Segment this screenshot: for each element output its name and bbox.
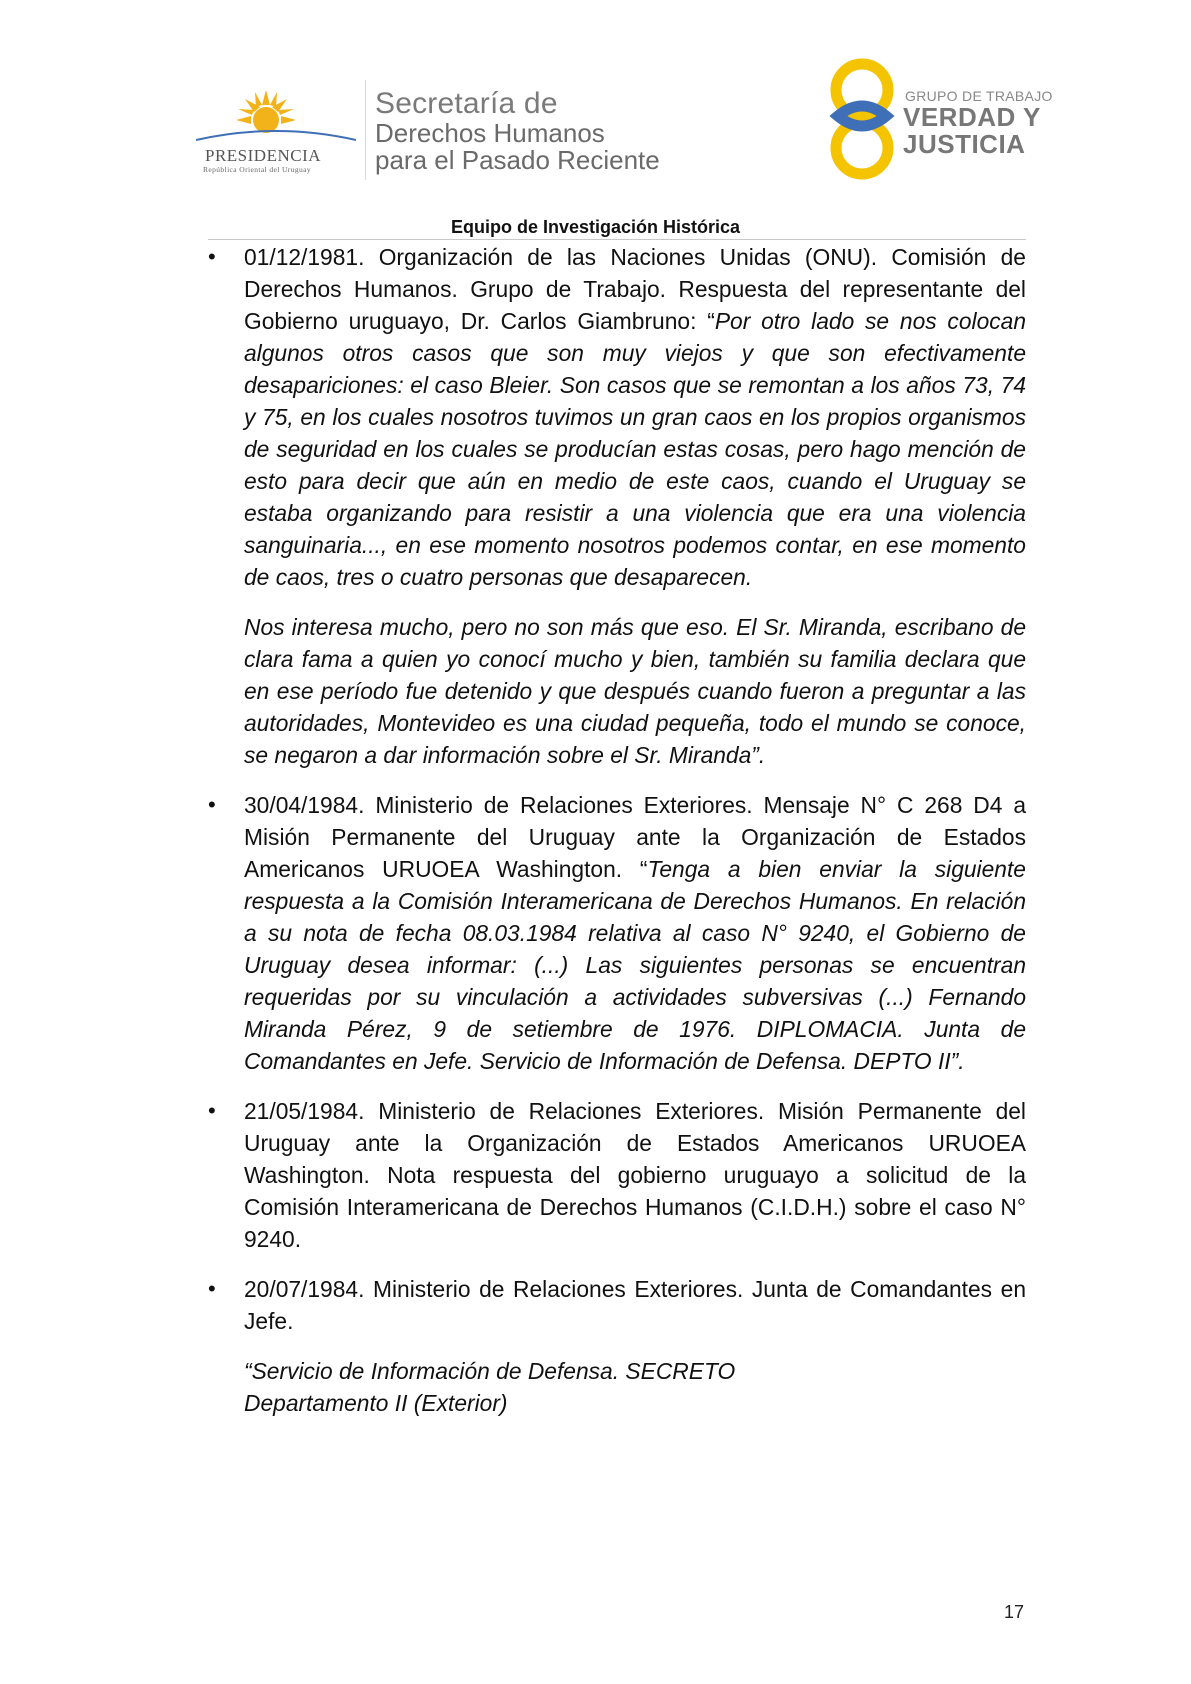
entry-normal-text: 21/05/1984. Ministerio de Relaciones Exteriores. Misión Permanente del Uruguay ante la Organización de Estados Americanos URUOEA Washington. Nota respuesta del gobierno uruguayo a solicitud de la Comisión Interamericana de Derechos Humanos (C.I.D.H.) sobre el caso N° 9240.: [244, 1098, 1026, 1252]
secretaria-line-2: Derechos Humanos: [375, 118, 605, 148]
verdad-justicia-emblem: [818, 56, 906, 180]
entry-normal-text: 01/12/1981. Organización de las Naciones Unidas (ONU). Comisión de Derechos Humanos. Grupo de Trabajo. Respuesta del representante del Gobierno uruguayo, Dr. Carlos Giambruno: “: [244, 244, 1026, 334]
entry-1984-07-20: [208, 1273, 1026, 1337]
team-title: Equipo de Investigación Histórica: [450, 217, 741, 237]
entry-paragraph: [244, 241, 1026, 593]
entry-continuation-quote: Nos interesa mucho, pero no son más que eso. El Sr. Miranda, escribano de clara fama a quien yo conocí mucho y bien, también su familia declara que en ese período fue detenido y que después cuando fueron a preguntar a las autoridades, Montevideo es una ciudad pequeña, todo el mundo se conoce, se negaron a dar información sobre el Sr. Miranda”.: [244, 614, 1026, 768]
closing-quote: [208, 1355, 1026, 1419]
bullet-icon: •: [208, 1098, 216, 1123]
entry-1984-05-21: [208, 1095, 1026, 1255]
entry-normal-text: 20/07/1984. Ministerio de Relaciones Exteriores. Junta de Comandantes en Jefe.: [244, 1276, 1026, 1334]
vj-title: [903, 104, 1041, 158]
entry-quote-text: Tenga a bien enviar la siguiente respuesta a la Comisión Interamericana de Derechos Humanos. En relación a su nota de fecha 08.03.1984 relativa al caso N° 9240, el Gobierno de Uruguay desea informar: (...) Las siguientes personas se encuentran requeridas por su vinculación a actividades subversivas (...) Fernando Miranda Pérez, 9 de setiembre de 1976. DIPLOMACIA. Junta de Comandantes en Jefe. Servicio de Información de Defensa. DEPTO II”.: [244, 856, 1026, 1074]
document-body: [208, 241, 1026, 1437]
vj-title-line-1: VERDAD Y: [903, 102, 1041, 132]
closing-quote-line-1: “Servicio de Información de Defensa. SECRETO: [244, 1358, 736, 1384]
vj-title-line-2: JUSTICIA: [903, 129, 1026, 159]
header-divider: [365, 80, 366, 180]
bullet-icon: •: [208, 244, 216, 269]
presidencia-subtitle: República Oriental del Uruguay: [203, 165, 312, 174]
document-header: [0, 0, 1191, 210]
page-number: 17: [1004, 1602, 1025, 1622]
secretaria-logo-text: [375, 88, 660, 174]
entry-paragraph: [244, 789, 1026, 1077]
entry-1984-04-30: [208, 789, 1026, 1077]
closing-quote-line-2: Departamento II (Exterior): [244, 1390, 508, 1416]
secretaria-line-3: para el Pasado Reciente: [375, 145, 660, 175]
entry-paragraph: [244, 1095, 1026, 1255]
vj-small-title: GRUPO DE TRABAJO: [905, 88, 1053, 104]
entry-paragraph: [244, 1273, 1026, 1337]
bullet-icon: •: [208, 1276, 216, 1301]
presidencia-wordmark: PRESIDENCIA: [205, 146, 322, 165]
entry-normal-text: 30/04/1984. Ministerio de Relaciones Exteriores. Mensaje N° C 268 D4 a Misión Permanente del Uruguay ante la Organización de Estados Americanos URUOEA Washington. “: [244, 792, 1026, 882]
entry-quote-text: Por otro lado se nos colocan algunos otros casos que son muy viejos y que son efectivamente desapariciones: el caso Bleier. Son casos que se remontan a los años 73, 74 y 75, en los cuales nosotros tuvimos un gran caos en los propios organismos de seguridad en los cuales se producían estas cosas, pero hago mención de esto para decir que aún en medio de este caos, cuando el Uruguay se estaba organizando para resistir a una violencia que era una violencia sanguinaria..., en ese momento nosotros podemos contar, en ese momento de caos, tres o cuatro personas que desaparecen.: [244, 308, 1027, 590]
bullet-icon: •: [208, 792, 216, 817]
entry-1981-12-01: [208, 241, 1026, 593]
header-rule: [208, 239, 1026, 240]
secretaria-line-1: Secretaría de: [375, 87, 558, 120]
